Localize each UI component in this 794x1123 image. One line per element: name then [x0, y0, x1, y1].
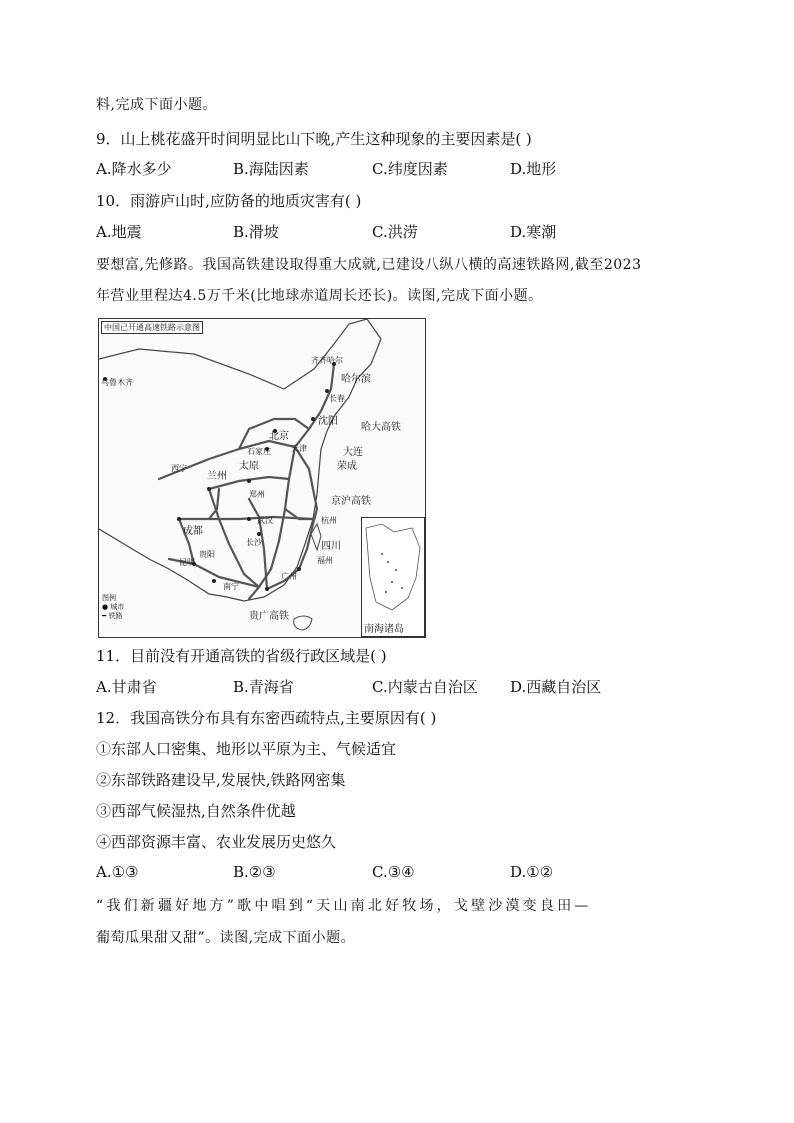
map-label-tianjin: 天津 [291, 444, 307, 453]
legend-rail [102, 612, 124, 621]
q9-option-a[interactable]: A.降水多少 [96, 160, 172, 178]
q9-option-c[interactable]: C.纬度因素 [372, 160, 448, 178]
legend-rail-line: ━ [102, 612, 109, 620]
q11-option-a[interactable]: A.甘肃省 [96, 678, 157, 696]
passage-tail: 料,完成下面小题。 [96, 97, 217, 113]
map-label-changsha: 长沙 [246, 538, 262, 547]
q12-statement-1: ①东部人口密集、地形以平原为主、气候适宜 [96, 740, 397, 758]
q9-option-d[interactable]: D.地形 [510, 160, 557, 178]
legend-rail-label: 铁路 [108, 612, 123, 620]
map-legend [102, 594, 124, 621]
map-label-lanzhou: 兰州 [207, 471, 227, 482]
q10-option-b[interactable]: B.滑坡 [233, 223, 279, 241]
map-label-beijing: 北京 [269, 431, 289, 442]
passage-railway-line2: 年营业里程达4.5万千米(比地球赤道周长还长)。读图,完成下面小题。 [96, 288, 543, 304]
map-label-guiguang: 贵广高铁 [249, 611, 289, 622]
map-title: 中国已开通高速铁路示意图 [101, 321, 203, 334]
q10-option-c[interactable]: C.洪涝 [372, 223, 418, 241]
q10-option-d[interactable]: D.寒潮 [510, 223, 557, 241]
inset-caption: 南海诸岛 [364, 624, 404, 635]
legend-city [102, 603, 124, 612]
map-label-zhengzhou: 郑州 [249, 490, 265, 499]
map-label-qiqihaer: 齐齐哈尔 [311, 356, 343, 365]
legend-city-label: 城市 [110, 603, 125, 611]
question-9-stem: 9．山上桃花盛开时间明显比山下晚,产生这种现象的主要因素是( ) [96, 130, 532, 148]
q10-option-a[interactable]: A.地震 [96, 223, 142, 241]
q12-option-d[interactable]: D.①② [510, 863, 554, 881]
q11-option-d[interactable]: D.西藏自治区 [510, 678, 602, 696]
map-label-taiyuan: 太原 [239, 461, 259, 472]
passage-xinjiang-line1: “我们新疆好地方”歌中唱到“天山南北好牧场，戈壁沙漠变良田— [96, 898, 592, 914]
q12-statement-3: ③西部气候湿热,自然条件优越 [96, 802, 296, 820]
q12-statement-4: ④西部资源丰富、农业发展历史悠久 [96, 833, 337, 851]
question-10-stem: 10．雨游庐山时,应防备的地质灾害有( ) [96, 192, 362, 210]
q12-option-b[interactable]: B.②③ [233, 863, 276, 881]
south-china-sea-inset [361, 517, 425, 637]
q9-option-b[interactable]: B.海陆因素 [233, 160, 309, 178]
map-label-xining: 西宁 [171, 464, 187, 473]
map-label-haerbin: 哈尔滨 [341, 374, 371, 385]
map-label-wuhan: 武汉 [257, 516, 273, 525]
legend-title: 图例 [102, 594, 116, 602]
map-label-rongcheng: 荣成 [337, 461, 357, 472]
q12-option-a[interactable]: A.①③ [96, 863, 139, 881]
passage-railway-line1: 要想富,先修路。我国高铁建设取得重大成就,已建设八纵八横的高速铁路网,截至2023 [96, 257, 642, 273]
map-label-changchun: 长春 [329, 394, 345, 403]
q12-option-c[interactable]: C.③④ [372, 863, 415, 881]
map-label-chengdu: 成都 [183, 526, 203, 537]
map-label-shenyang: 沈阳 [318, 416, 338, 427]
map-label-nanning: 南宁 [223, 582, 239, 591]
q11-option-b[interactable]: B.青海省 [233, 678, 294, 696]
question-11-stem: 11．目前没有开通高铁的省级行政区域是( ) [96, 647, 387, 665]
high-speed-rail-map [98, 318, 426, 638]
passage-xinjiang-line2: 葡萄瓜果甜又甜”。读图,完成下面小题。 [96, 930, 356, 946]
inset-drawing [362, 518, 424, 636]
map-label-dalian: 大连 [343, 447, 363, 458]
question-12-stem: 12．我国高铁分布具有东密西疏特点,主要原因有( ) [96, 709, 437, 727]
map-label-fuzhou: 福州 [317, 556, 333, 565]
legend-city-dot: ● [102, 603, 111, 611]
map-label-guiyang: 贵阳 [199, 550, 215, 559]
map-label-kunming: 昆明 [179, 558, 195, 567]
map-label-sichuan: 四川 [321, 541, 341, 552]
map-label-hada: 哈大高铁 [361, 422, 401, 433]
map-label-hangzhou: 杭州 [321, 516, 337, 525]
q12-statement-2: ②东部铁路建设早,发展快,铁路网密集 [96, 771, 346, 789]
map-label-shijiazhuang: 石家庄 [247, 447, 271, 456]
map-label-jinghu: 京沪高铁 [331, 496, 371, 507]
q11-option-c[interactable]: C.内蒙古自治区 [372, 678, 478, 696]
map-label-guangzhou: 广州 [281, 572, 297, 581]
map-label-wulumuqi: 乌鲁木齐 [101, 378, 133, 387]
